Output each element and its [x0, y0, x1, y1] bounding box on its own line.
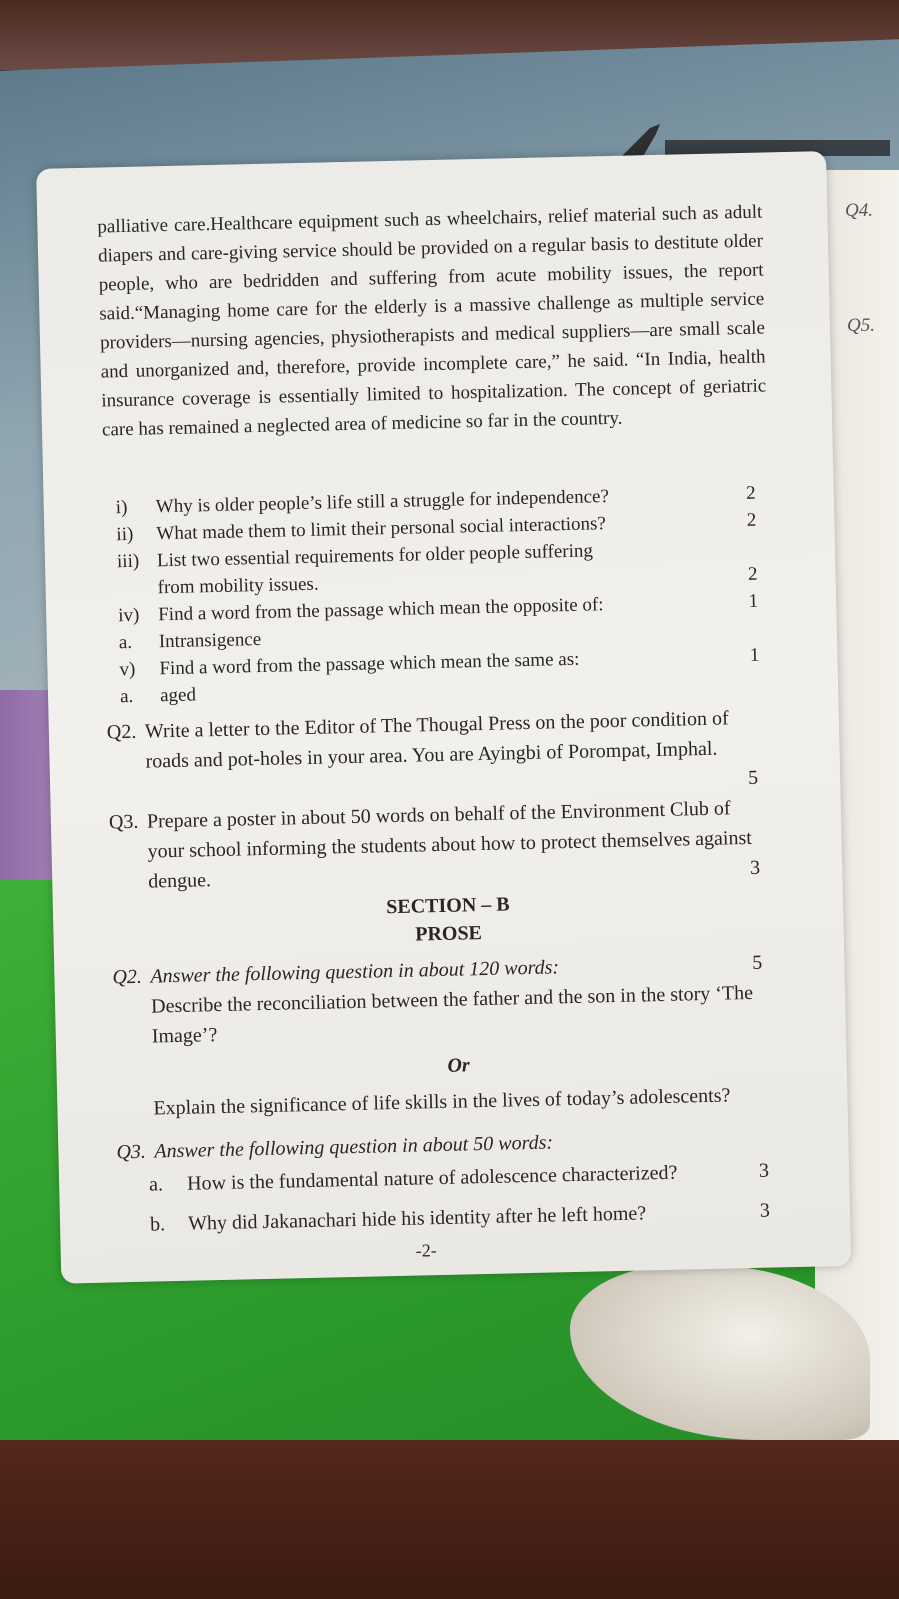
writing-question-q2: Q2. Write a letter to the Editor of The Thougal Press on the poor condition of roads and pot-holes in your area. You are Ayingbi of Porompat, Imphal. 5	[107, 703, 758, 778]
or-divider: Or	[447, 1054, 470, 1077]
question-row: a. aged	[119, 684, 197, 708]
reading-passage: palliative care.Healthcare equipment such as wheelchairs, relief material such as adult diapers and care-giving service should be provided on a regular basis to destitute older people, who are bedridden and suffering from acute mobility issues, the report said.“Managing home care for the elderly is a massive challenge as multiple service providers—nursing agencies, physiotherapists and medical suppliers—are small scale and unorganized and, therefore, provide incomplete care,” he said. “In India, health insurance coverage is essentially limited to hospitalization. The concept of geriatric care has remained a neglected area of medicine so far in the country.	[97, 201, 767, 441]
section-title: SECTION – B	[386, 893, 510, 919]
question-row: i) Why is older people’s life still a struggle for independence? 2	[115, 482, 756, 519]
prose-question-q3: Q3. Answer the following question in about 50 words:	[116, 1131, 554, 1164]
prose-question-q2: Q2. Answer the following question in about 120 words: 5 Describe the reconciliation between the father and the son in the story ‘The Image’? Or Explain the significance of life skills in the lives of today’s adolescents?	[112, 948, 766, 1125]
side-label-q5: Q5.	[847, 315, 875, 336]
question-row: v) Find a word from the passage which mean the same as: 1	[119, 644, 760, 681]
marks: 1	[749, 644, 760, 666]
marks: 2	[745, 482, 756, 504]
question-row: iv) Find a word from the passage which mean the opposite of: 1	[118, 590, 759, 627]
marks: 5	[747, 766, 759, 789]
marks: 1	[748, 590, 759, 612]
question-row: iii) List two essential requirements for older people suffering	[116, 540, 594, 573]
question-row: from mobility issues. 2	[157, 563, 758, 599]
passage-questions	[116, 483, 761, 713]
prose-q3-item: a. How is the fundamental nature of adolescence characterized? 3	[149, 1156, 770, 1200]
marks: 2	[747, 563, 758, 585]
writing-question-q3: Q3. Prepare a poster in about 50 words on behalf of the Environment Club of your school informing the students about how to protect themselves against dengue. 3	[108, 797, 761, 893]
question-row: ii) What made them to limit their personal social interactions? 2	[116, 509, 757, 546]
page-number: -2-	[415, 1240, 437, 1261]
marks: 2	[746, 509, 757, 531]
background-table	[0, 1440, 899, 1599]
marks: 5	[752, 951, 763, 974]
marks: 3	[749, 856, 761, 879]
marks: 3	[759, 1199, 771, 1222]
exam-page	[36, 151, 851, 1284]
question-row: a. Intransigence	[118, 628, 262, 654]
prose-q3-item: b. Why did Jakanachari hide his identity after he left home? 3	[150, 1196, 771, 1240]
section-subtitle: PROSE	[414, 922, 483, 946]
marks: 3	[758, 1159, 770, 1182]
side-label-q4: Q4.	[845, 200, 873, 221]
